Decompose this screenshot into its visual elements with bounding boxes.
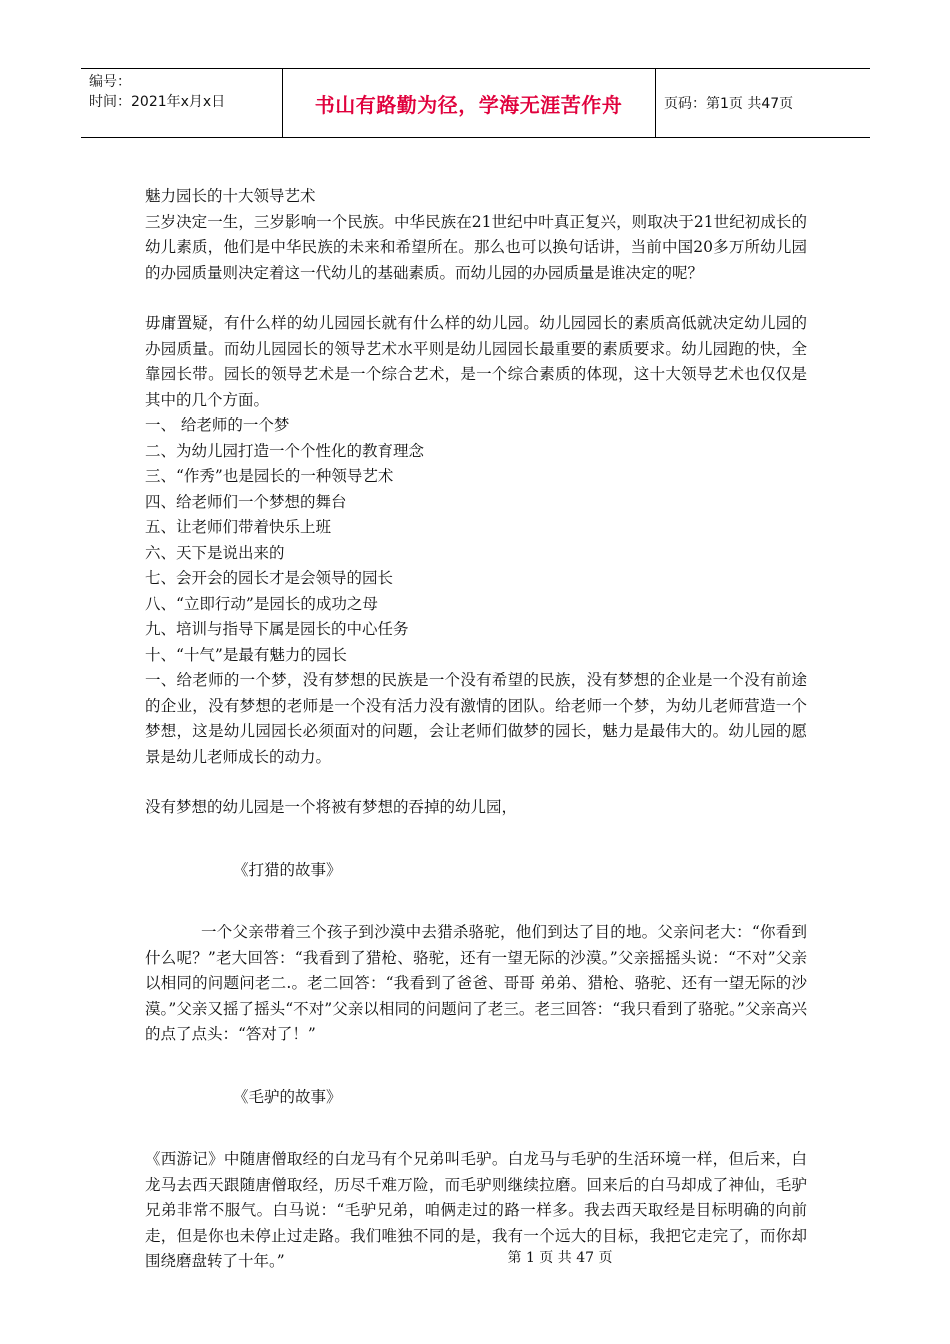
header-meta-cell	[81, 69, 283, 137]
document-title: 魅力园长的十大领导艺术	[145, 187, 316, 205]
story-1-paragraph: 一个父亲带着三个孩子到沙漠中去猎杀骆驼，他们到达了目的地。父亲问老大：“你看到什么呢？”老大回答：“我看到了猎枪、骆驼，还有一望无际的沙漠。”父亲摇摇头说：“不对”父亲以相同的问题问老二.。老二回答：“我看到了爸爸、哥哥 弟弟、猎枪、骆驼、还有一望无际的沙漠。”父亲又摇了摇头“不对”父亲以相同的问题问了老三。老三回答：“我只看到了骆驼。”父亲高兴的点了点头：“答对了！”	[145, 923, 807, 1043]
document-body	[145, 184, 807, 1275]
header-page-info: 页码：第1页 共47页	[664, 96, 794, 112]
list-item: 二、为幼儿园打造一个个性化的教育理念	[145, 441, 425, 460]
header-motto: 书山有路勤为径，学海无涯苦作舟	[282, 69, 656, 137]
story-2-title: 《毛驴的故事》	[233, 1087, 342, 1106]
intro-paragraph: 三岁决定一生，三岁影响一个民族。中华民族在21世纪中叶真正复兴，则取决于21世纪初成长的幼儿素质，他们是中华民族的未来和希望所在。那么也可以换句话讲，当前中国20多万所幼儿园的办园质量则决定着这一代幼儿的基础素质。而幼儿园的办园质量是谁决定的呢？	[145, 212, 807, 282]
time-label: 时间：2021年x月x日	[89, 94, 226, 110]
art-list	[145, 413, 807, 668]
story-1-title: 《打猎的故事》	[233, 860, 342, 879]
number-label: 编号：	[89, 74, 131, 90]
list-item: 四、给老师们一个梦想的舞台	[145, 492, 347, 511]
list-item: 七、会开会的园长才是会领导的园长	[145, 569, 394, 587]
list-item: 九、培训与指导下属是园长的中心任务	[145, 620, 409, 638]
paragraph-2: 毋庸置疑，有什么样的幼儿园园长就有什么样的幼儿园。幼儿园园长的素质高低就决定幼儿园的办园质量。而幼儿园园长的领导艺术水平则是幼儿园园长最重要的素质要求。幼儿园跑的快，全靠园长带。园长的领导艺术是一个综合艺术，是一个综合素质的体现，这十大领导艺术也仅仅是其中的几个方面。	[145, 314, 807, 409]
list-item: 十、“十气”是最有魅力的园长	[145, 645, 347, 664]
page-header	[81, 68, 870, 138]
list-item: 五、让老师们带着快乐上班	[145, 518, 332, 536]
story-2-paragraph: 《西游记》中随唐僧取经的白龙马有个兄弟叫毛驴。白龙马与毛驴的生活环境一样，但后来，白龙马去西天跟随唐僧取经，历尽千难万险，而毛驴则继续拉磨。回来后的白马却成了神仙，毛驴兄弟非常不服气。白马说：“毛驴兄弟，咱俩走过的路一样多。我去西天取经是目标明确的向前走，但是你也未停止过走路。我们唯独不同的是，我有一个远大的目标，我把它走完了，而你却围绕磨盘转了十年。”	[145, 1150, 807, 1270]
section-1-paragraph: 一、给老师的一个梦，没有梦想的民族是一个没有希望的民族，没有梦想的企业是一个没有前途的企业，没有梦想的老师是一个没有活力没有激情的团队。给老师一个梦，为幼儿老师营造一个梦想，这是幼儿园园长必须面对的问题，会让老师们做梦的园长，魅力是最伟大的。幼儿园的愿景是幼儿老师成长的动力。	[145, 671, 807, 766]
list-item: 一、 给老师的一个梦	[145, 416, 290, 434]
dream-line: 没有梦想的幼儿园是一个将被有梦想的吞掉的幼儿园，	[145, 798, 518, 816]
list-item: 六、天下是说出来的	[145, 543, 285, 562]
list-item: 三、“作秀”也是园长的一种领导艺术	[145, 467, 394, 485]
page-footer: 第 1 页 共 47 页	[507, 1250, 613, 1266]
list-item: 八、“立即行动”是园长的成功之母	[145, 594, 378, 613]
